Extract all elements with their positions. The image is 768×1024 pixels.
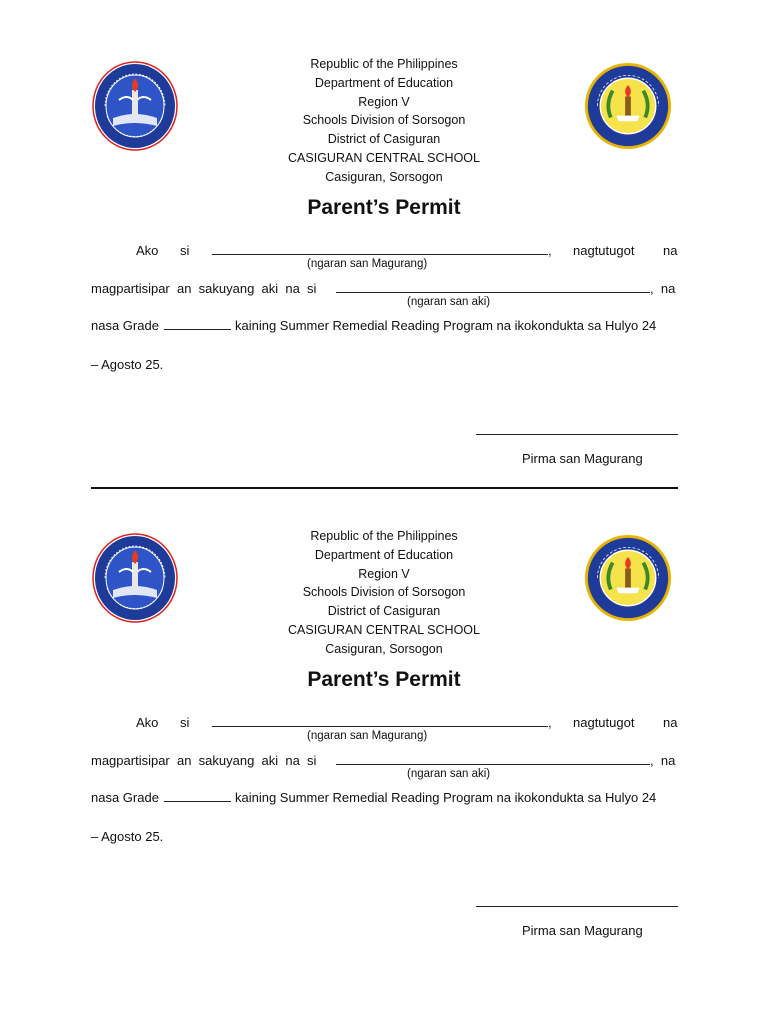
header-line: Schools Division of Sorsogon — [302, 113, 466, 128]
line3-before: nasa Grade — [91, 318, 159, 333]
word-ako: Ako — [136, 243, 159, 258]
word-nagtutugot: nagtutugot — [573, 715, 635, 730]
line3-before: nasa Grade — [91, 790, 159, 805]
header-line: Region V — [358, 566, 410, 581]
child-name-label: (ngaran san aki) — [407, 768, 491, 780]
parent-name-label: (ngaran san Magurang) — [307, 258, 428, 270]
child-name-blank[interactable] — [336, 753, 650, 768]
line4-text: – Agosto 25. — [91, 357, 164, 372]
parent-name-blank[interactable] — [212, 243, 548, 258]
child-name-blank[interactable] — [336, 281, 650, 296]
header-line: Casiguran, Sorsogon — [325, 641, 443, 656]
page-title: Parent’s Permit — [307, 668, 461, 691]
signature-line[interactable] — [476, 906, 678, 907]
header-line: Department of Education — [314, 547, 454, 562]
parent-name-label: (ngaran san Magurang) — [307, 730, 428, 742]
signature-line[interactable] — [476, 434, 678, 435]
word-na: na — [663, 243, 678, 258]
comma: , — [548, 715, 552, 730]
word-ako: Ako — [136, 715, 159, 730]
grade-blank[interactable] — [164, 790, 231, 805]
school-header — [0, 527, 768, 659]
header-line: Region V — [358, 94, 410, 109]
header-line: CASIGURAN CENTRAL SCHOOL — [288, 150, 480, 165]
line4-text: – Agosto 25. — [91, 829, 164, 844]
child-name-label: (ngaran san aki) — [407, 296, 491, 308]
header-line: Casiguran, Sorsogon — [325, 169, 443, 184]
word-si: si — [180, 243, 190, 258]
header-line: Republic of the Philippines — [310, 529, 458, 543]
line2-text: magpartisipar an sakuyang aki na si — [91, 753, 317, 768]
word-na: na — [663, 715, 678, 730]
header-line: District of Casiguran — [327, 604, 441, 619]
header-line: CASIGURAN CENTRAL SCHOOL — [288, 622, 480, 637]
signature-label: Pirma san Magurang — [522, 923, 643, 938]
comma: , — [548, 243, 552, 258]
header-line: Department of Education — [314, 75, 454, 90]
school-header — [0, 55, 768, 187]
header-line: District of Casiguran — [327, 132, 441, 147]
line3-after: kaining Summer Remedial Reading Program na ikokondukta sa Hulyo 24 — [235, 318, 657, 333]
word-si: si — [180, 715, 190, 730]
line2-tail: , na — [650, 281, 676, 296]
page-title: Parent’s Permit — [307, 196, 461, 219]
line3-after: kaining Summer Remedial Reading Program na ikokondukta sa Hulyo 24 — [235, 790, 657, 805]
grade-blank[interactable] — [164, 318, 231, 333]
header-line: Republic of the Philippines — [310, 57, 458, 71]
permit-form-top — [0, 0, 768, 470]
permit-form-bottom — [0, 472, 768, 942]
word-nagtutugot: nagtutugot — [573, 243, 635, 258]
line2-text: magpartisipar an sakuyang aki na si — [91, 281, 317, 296]
line2-tail: , na — [650, 753, 676, 768]
header-line: Schools Division of Sorsogon — [302, 585, 466, 600]
signature-label: Pirma san Magurang — [522, 451, 643, 466]
parent-name-blank[interactable] — [212, 715, 548, 730]
